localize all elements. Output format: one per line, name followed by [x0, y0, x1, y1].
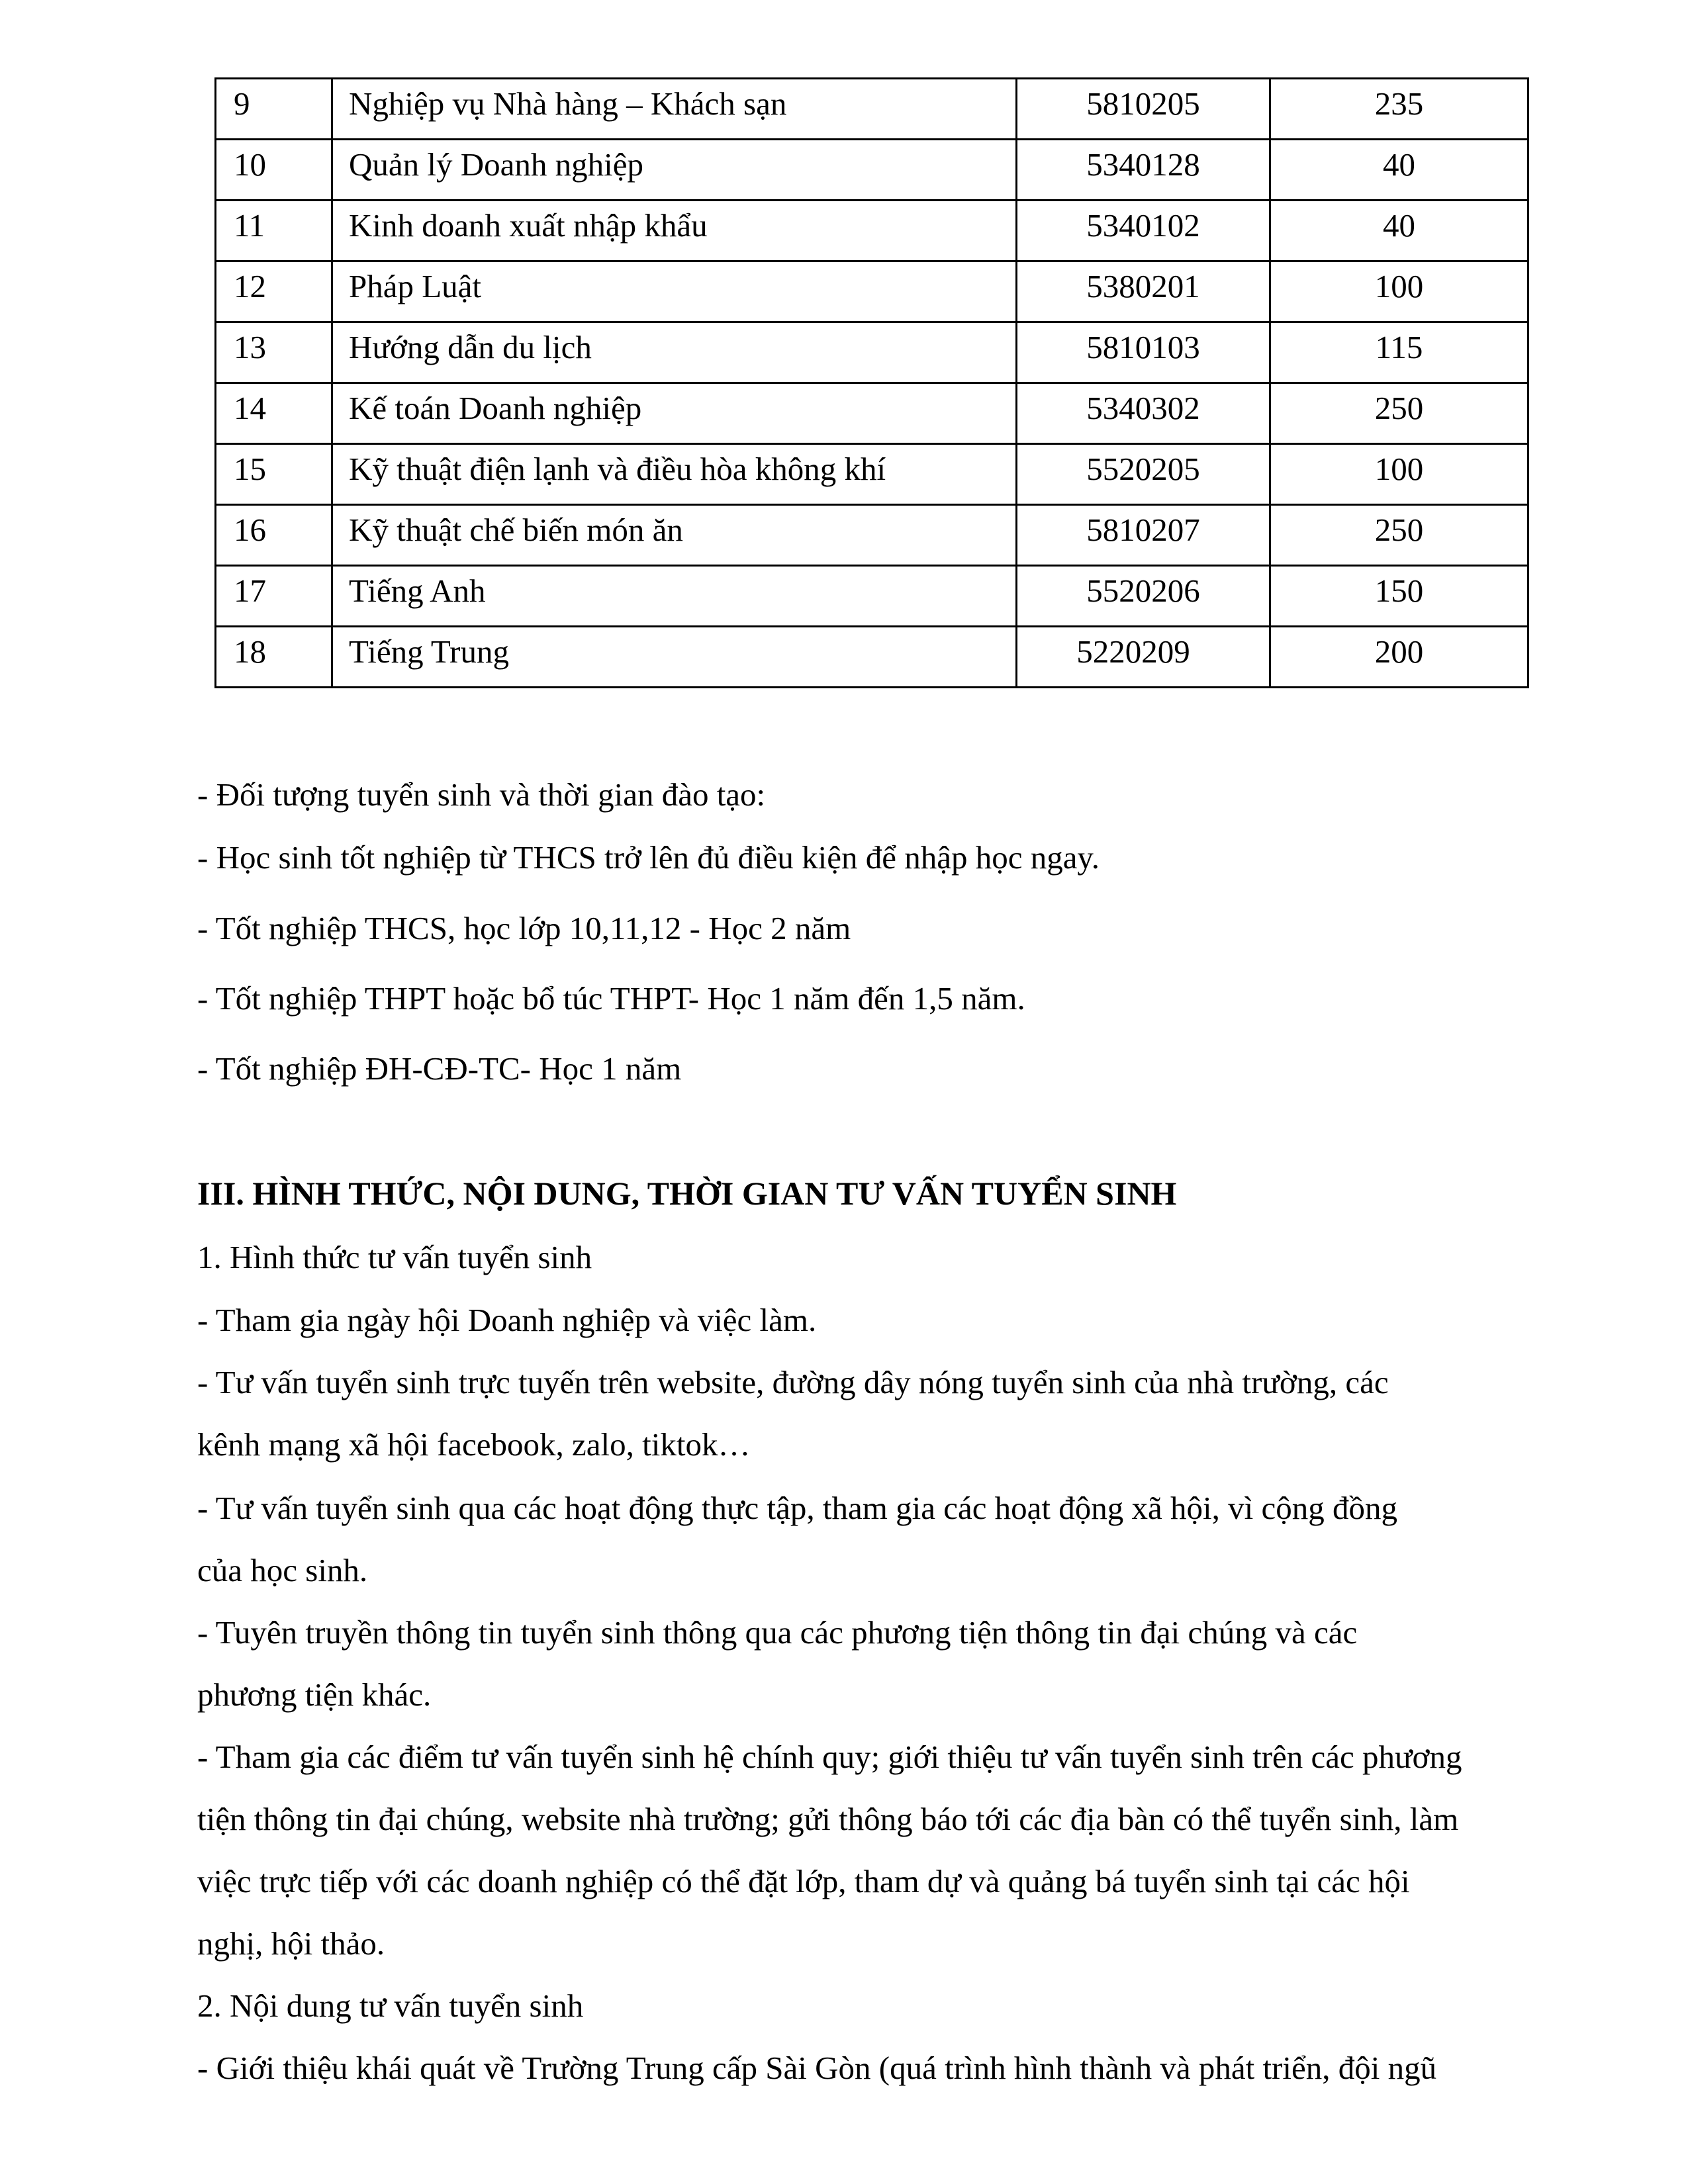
- major-name-cell: [332, 505, 1017, 566]
- table-row: [216, 201, 1528, 261]
- major-code-cell: [1017, 201, 1270, 261]
- major-name-cell: [332, 322, 1017, 383]
- paragraph-line: - Tham gia ngày hội Doanh nghiệp và việc làm.: [197, 1302, 817, 1338]
- quota-cell: [1270, 566, 1528, 627]
- admission-item: - Học sinh tốt nghiệp từ THCS trở lên đủ điều kiện để nhập học ngay.: [197, 839, 1100, 876]
- quota-cell-text: 40: [1383, 207, 1415, 244]
- row-number-cell: [216, 627, 332, 688]
- quota-cell-text: 115: [1375, 329, 1423, 365]
- table-row: [216, 79, 1528, 140]
- table-row: [216, 444, 1528, 505]
- major-code-cell-text: 5810103: [1086, 329, 1200, 365]
- major-code-cell: [1017, 261, 1270, 322]
- table-row: [216, 383, 1528, 444]
- major-code-cell-text: 5520206: [1086, 572, 1200, 609]
- paragraph-line: - Tư vấn tuyển sinh trực tuyến trên website, đường dây nóng tuyển sinh của nhà trường, các: [197, 1364, 1389, 1400]
- quota-cell-text: 250: [1374, 512, 1424, 548]
- major-code-cell: [1017, 383, 1270, 444]
- subsection-title: 2. Nội dung tư vấn tuyển sinh: [197, 1987, 584, 2024]
- major-code-cell-text: 5380201: [1086, 268, 1200, 304]
- paragraph-line: - Tham gia các điểm tư vấn tuyển sinh hệ chính quy; giới thiệu tư vấn tuyển sinh trên các phương: [197, 1739, 1462, 1775]
- quota-cell: [1270, 383, 1528, 444]
- quota-cell-text: 150: [1374, 572, 1424, 609]
- major-name-cell: [332, 79, 1017, 140]
- row-number-cell: [216, 383, 332, 444]
- quota-cell-text: 100: [1374, 451, 1424, 487]
- major-name-cell-text: Nghiệp vụ Nhà hàng – Khách sạn: [349, 85, 787, 122]
- major-code-cell-text: 5810205: [1086, 85, 1200, 122]
- major-code-cell-text: 5810207: [1086, 512, 1200, 548]
- major-name-cell: [332, 383, 1017, 444]
- row-number-cell-text: 9: [234, 85, 250, 122]
- major-code-cell-text: 5340128: [1086, 146, 1200, 183]
- major-name-cell: [332, 201, 1017, 261]
- major-name-cell-text: Quản lý Doanh nghiệp: [349, 146, 643, 183]
- row-number-cell: [216, 566, 332, 627]
- major-name-cell: [332, 261, 1017, 322]
- quota-cell-text: 250: [1374, 390, 1424, 426]
- paragraph-line: kênh mạng xã hội facebook, zalo, tiktok…: [197, 1426, 751, 1463]
- majors-table: [214, 77, 1529, 688]
- major-name-cell-text: Kỹ thuật điện lạnh và điều hòa không khí: [349, 451, 886, 487]
- major-code-cell-text: 5220209: [1076, 633, 1190, 670]
- quota-cell: [1270, 79, 1528, 140]
- paragraph-line: - Giới thiệu khái quát về Trường Trung cấp Sài Gòn (quá trình hình thành và phát triển, đội ngũ: [197, 2050, 1437, 2086]
- quota-cell: [1270, 444, 1528, 505]
- major-name-cell-text: Tiếng Trung: [349, 633, 509, 670]
- row-number-cell-text: 18: [234, 633, 266, 670]
- paragraph-line: của học sinh.: [197, 1552, 368, 1588]
- table-row: [216, 627, 1528, 688]
- table-row: [216, 322, 1528, 383]
- major-name-cell: [332, 627, 1017, 688]
- row-number-cell: [216, 261, 332, 322]
- table-row: [216, 261, 1528, 322]
- major-code-cell: [1017, 627, 1270, 688]
- major-code-cell: [1017, 140, 1270, 201]
- major-name-cell-text: Kỹ thuật chế biến món ăn: [349, 512, 683, 548]
- row-number-cell-text: 12: [234, 268, 266, 304]
- majors-table-body: [216, 79, 1528, 688]
- major-code-cell: [1017, 322, 1270, 383]
- admission-intro: - Đối tượng tuyển sinh và thời gian đào tạo:: [197, 776, 766, 813]
- paragraph-line: nghị, hội thảo.: [197, 1925, 385, 1962]
- admission-item: - Tốt nghiệp THCS, học lớp 10,11,12 - Học 2 năm: [197, 910, 851, 946]
- row-number-cell-text: 16: [234, 512, 266, 548]
- subsection-title: 1. Hình thức tư vấn tuyển sinh: [197, 1239, 592, 1275]
- admission-item: - Tốt nghiệp THPT hoặc bổ túc THPT- Học 1 năm đến 1,5 năm.: [197, 980, 1025, 1017]
- admission-item: - Tốt nghiệp ĐH-CĐ-TC- Học 1 năm: [197, 1050, 682, 1087]
- row-number-cell: [216, 79, 332, 140]
- quota-cell: [1270, 627, 1528, 688]
- quota-cell-text: 200: [1374, 633, 1424, 670]
- quota-cell-text: 235: [1374, 85, 1424, 122]
- quota-cell: [1270, 140, 1528, 201]
- table-row: [216, 505, 1528, 566]
- major-name-cell: [332, 140, 1017, 201]
- paragraph-line: - Tuyên truyền thông tin tuyển sinh thông qua các phương tiện thông tin đại chúng và các: [197, 1614, 1358, 1651]
- major-code-cell: [1017, 444, 1270, 505]
- major-name-cell-text: Kế toán Doanh nghiệp: [349, 390, 642, 426]
- row-number-cell: [216, 505, 332, 566]
- major-name-cell-text: Tiếng Anh: [349, 572, 486, 609]
- major-name-cell: [332, 444, 1017, 505]
- major-name-cell-text: Pháp Luật: [349, 268, 482, 304]
- quota-cell: [1270, 322, 1528, 383]
- row-number-cell-text: 13: [234, 329, 266, 365]
- row-number-cell-text: 14: [234, 390, 266, 426]
- major-code-cell: [1017, 505, 1270, 566]
- paragraph-line: - Tư vấn tuyển sinh qua các hoạt động thực tập, tham gia các hoạt động xã hội, vì cộng đồng: [197, 1490, 1398, 1526]
- row-number-cell-text: 15: [234, 451, 266, 487]
- row-number-cell: [216, 201, 332, 261]
- major-code-cell: [1017, 79, 1270, 140]
- quota-cell-text: 40: [1383, 146, 1415, 183]
- major-name-cell-text: Hướng dẫn du lịch: [349, 329, 592, 365]
- section-heading: III. HÌNH THỨC, NỘI DUNG, THỜI GIAN TƯ VẤN TUYỂN SINH: [197, 1175, 1177, 1212]
- row-number-cell-text: 17: [234, 572, 266, 609]
- row-number-cell: [216, 140, 332, 201]
- quota-cell: [1270, 261, 1528, 322]
- quota-cell: [1270, 201, 1528, 261]
- major-code-cell-text: 5340302: [1086, 390, 1200, 426]
- major-code-cell: [1017, 566, 1270, 627]
- quota-cell: [1270, 505, 1528, 566]
- paragraph-line: phương tiện khác.: [197, 1676, 432, 1713]
- major-name-cell-text: Kinh doanh xuất nhập khẩu: [349, 207, 708, 244]
- row-number-cell: [216, 444, 332, 505]
- row-number-cell-text: 11: [234, 207, 265, 244]
- major-code-cell-text: 5520205: [1086, 451, 1200, 487]
- major-code-cell-text: 5340102: [1086, 207, 1200, 244]
- paragraph-line: tiện thông tin đại chúng, website nhà trường; gửi thông báo tới các địa bàn có thể tuyển sinh, làm: [197, 1801, 1459, 1837]
- major-name-cell: [332, 566, 1017, 627]
- table-row: [216, 566, 1528, 627]
- row-number-cell: [216, 322, 332, 383]
- table-row: [216, 140, 1528, 201]
- quota-cell-text: 100: [1374, 268, 1424, 304]
- paragraph-line: việc trực tiếp với các doanh nghiệp có thể đặt lớp, tham dự và quảng bá tuyển sinh tại các hội: [197, 1863, 1410, 1899]
- row-number-cell-text: 10: [234, 146, 266, 183]
